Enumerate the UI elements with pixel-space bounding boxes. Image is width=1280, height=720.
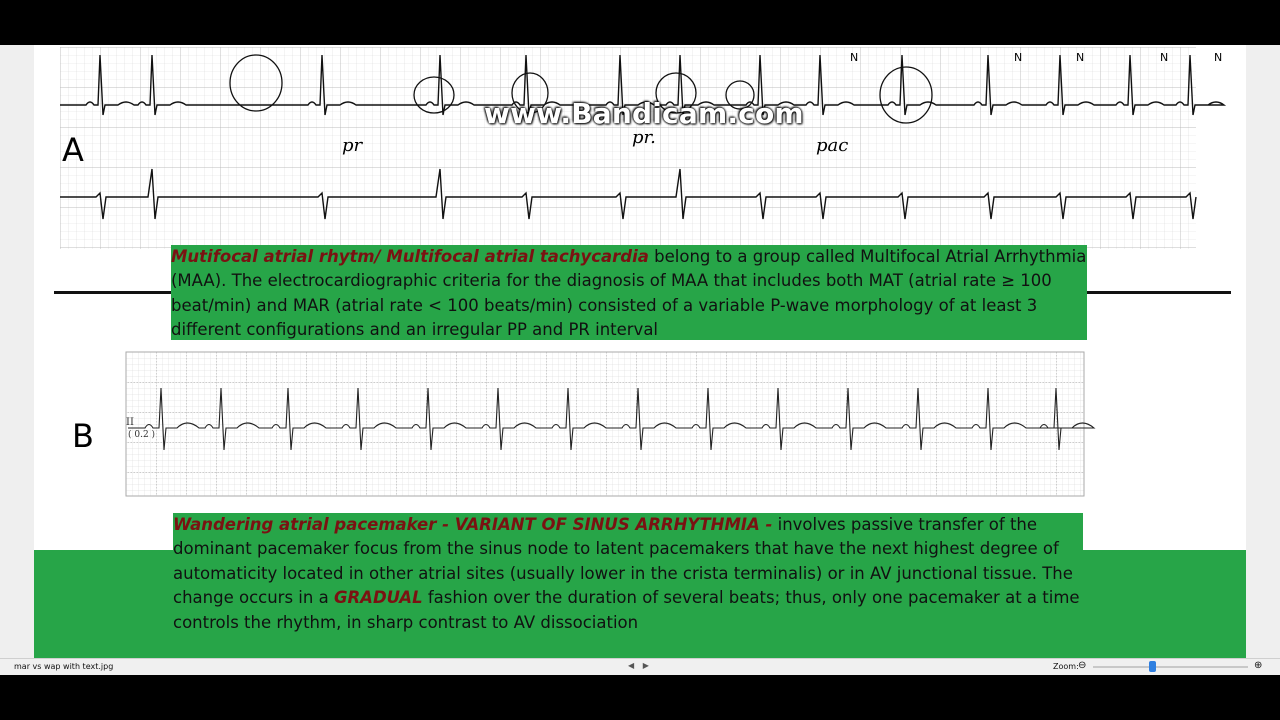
image-navigation [628, 661, 655, 670]
file-name: mar vs wap with text.jpg [14, 662, 114, 671]
triangle-right-icon[interactable]: ▶ [642, 661, 649, 670]
zoom-out-icon[interactable]: ⊖ [1078, 660, 1087, 671]
handwritten-annotation: pr. [632, 127, 656, 148]
normal-beat-mark: N [1160, 51, 1169, 64]
ecg-strip-a [60, 47, 1223, 249]
maa-description-box [171, 245, 1087, 340]
wap-description-box [173, 513, 1083, 635]
wap-body-2: fashion over the duration of several beats; thus, only one pacemaker at a time controls the rhythm, in sharp contrast to AV dissociation [173, 588, 1080, 632]
slide-image [34, 45, 1246, 658]
zoom-label: Zoom: [1053, 662, 1079, 671]
normal-beat-mark: N [1014, 51, 1023, 64]
zoom-slider-thumb[interactable] [1149, 661, 1156, 672]
lead-scale: ( 0.2 ) [128, 430, 156, 440]
handwritten-annotation: pr [342, 135, 363, 156]
normal-beat-mark: N [1214, 51, 1223, 64]
image-viewer [0, 45, 1280, 658]
zoom-in-icon[interactable]: ⊕ [1254, 660, 1263, 671]
strip-a-label: A [62, 131, 84, 169]
triangle-left-icon[interactable]: ◀ [628, 661, 635, 670]
lead-label: II [126, 417, 134, 428]
normal-beat-mark: N [1076, 51, 1085, 64]
divider-right [1087, 291, 1231, 294]
viewer-statusbar [0, 658, 1280, 675]
wap-body-1: involves passive transfer of the dominant pacemaker focus from the sinus node to latent pacemakers that have the next highest degree of automaticity located in other atrial sites (usually lower in the crista terminalis) or in AV junctional tissue. The change occurs in a [173, 515, 1073, 608]
maa-body: belong to a group called Multifocal Atrial Arrhythmia (MAA). The electrocardiographic criteria for the diagnosis of MAA that includes both MAT (atrial rate ≥ 100 beat/min) and MAR (atrial rate < 100 beats/min) consisted of a variable P-wave morphology of at least 3 different configurations and an irregular PP and PR interval [171, 247, 1087, 340]
strip-b-label: B [72, 417, 94, 455]
wap-title: Wandering atrial pacemaker - VARIANT OF SINUS ARRHYTHMIA - [173, 515, 773, 534]
zoom-slider-track[interactable] [1093, 666, 1248, 668]
ecg-strip-b [126, 352, 1084, 496]
handwritten-annotation: pac [816, 135, 849, 156]
wap-emphasis: GRADUAL [333, 588, 423, 608]
maa-title: Mutifocal atrial rhytm/ Multifocal atrial tachycardia [171, 247, 649, 266]
divider-left [54, 291, 174, 294]
normal-beat-mark: N [850, 51, 859, 64]
bandicam-watermark: www.Bandicam.com [484, 97, 804, 130]
